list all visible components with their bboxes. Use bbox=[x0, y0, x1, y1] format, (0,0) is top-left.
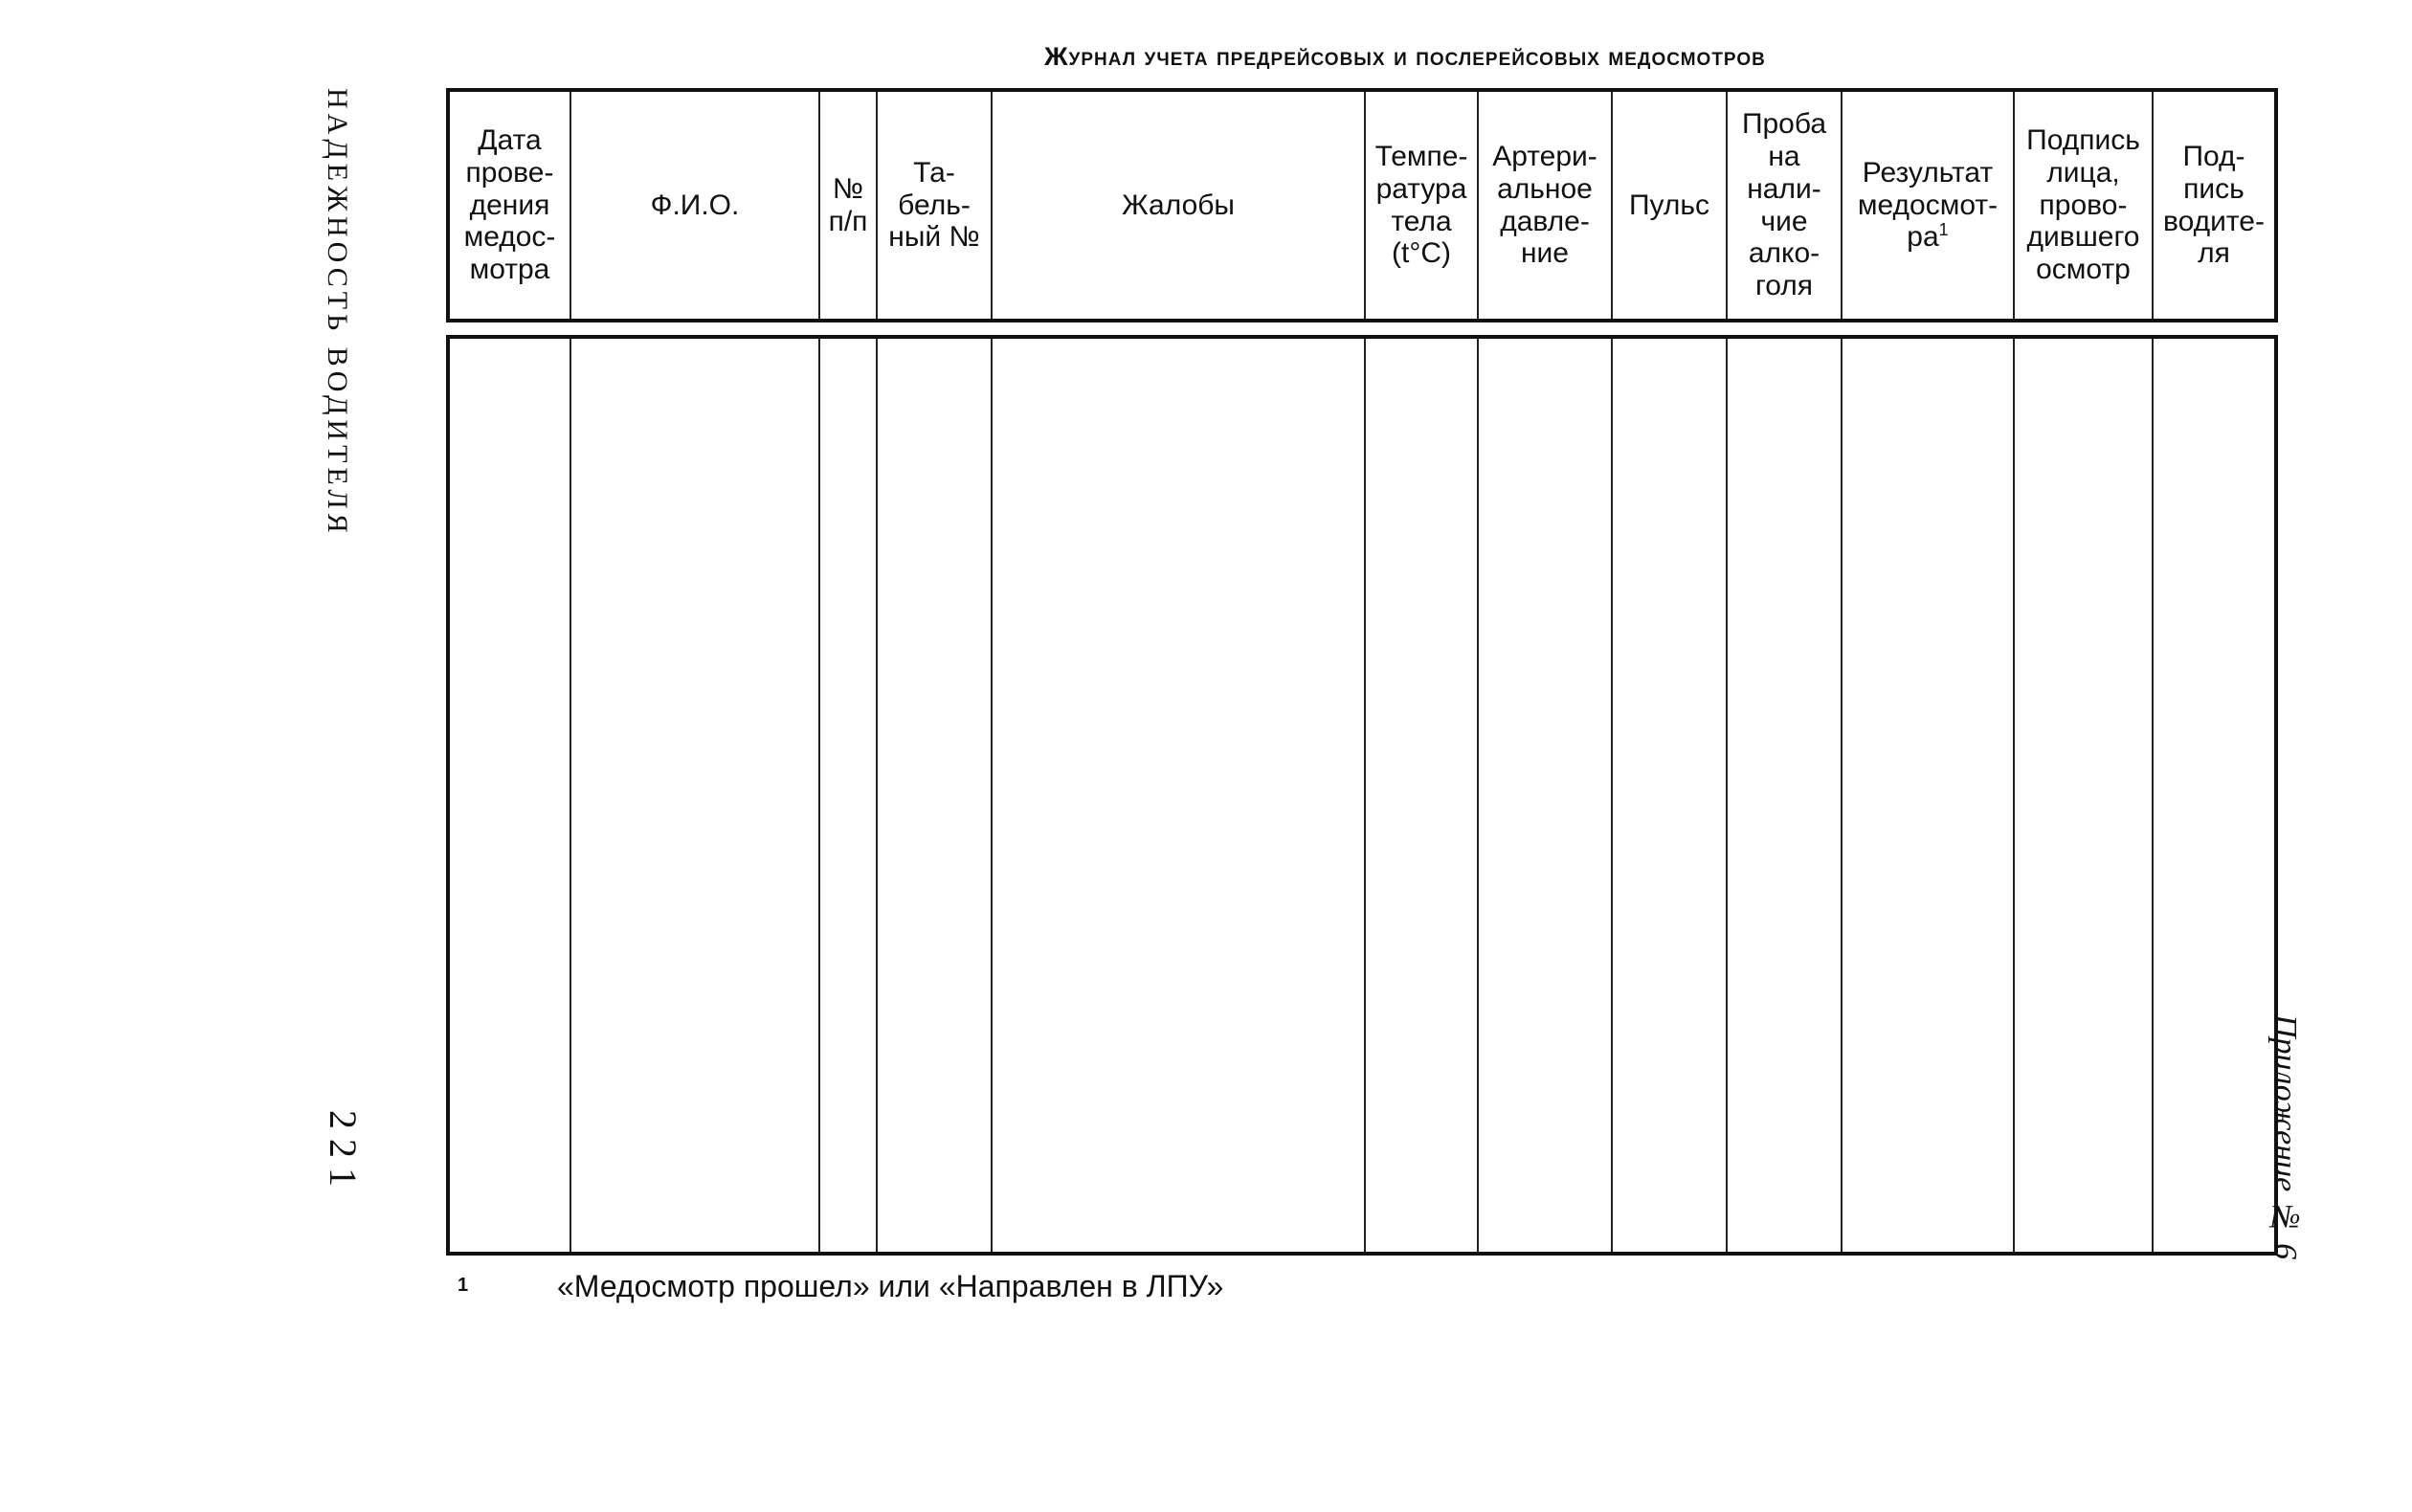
page-number: 221 bbox=[322, 1110, 365, 1196]
column-driver-signature bbox=[2154, 339, 2274, 1252]
column-tab-number bbox=[878, 339, 993, 1252]
column-date bbox=[450, 339, 571, 1252]
appendix-label: Приложение № 6 bbox=[2267, 1014, 2303, 1260]
journal-title: Журнал учета предрейсовых и послерейсовых медосмотров bbox=[1044, 42, 1766, 71]
header-exam-result: Результат медосмот- $ра^1$ bbox=[1842, 92, 2015, 319]
header-pulse: Пульс bbox=[1613, 92, 1728, 319]
header-driver-signature: Под- пись водите- ля bbox=[2163, 140, 2265, 270]
footnote-text: «Медосмотр прошел» или «Направлен в ЛПУ» bbox=[557, 1269, 1224, 1303]
column-examiner-signature bbox=[2015, 339, 2154, 1252]
header-date: Дата прове- дения медос- мотра bbox=[450, 92, 571, 319]
column-blood-pressure bbox=[1479, 339, 1613, 1252]
side-heading: НАДЕЖНОСТЬ ВОДИТЕЛЯ bbox=[322, 88, 353, 538]
header-tab-number: Та- бель- ный № bbox=[878, 92, 993, 319]
header-temperature: Темпе- ратура тела (t°C) bbox=[1366, 92, 1479, 319]
column-name bbox=[571, 339, 820, 1252]
column-alcohol-test bbox=[1728, 339, 1842, 1252]
column-row-number bbox=[820, 339, 878, 1252]
header-complaints: Жалобы bbox=[993, 92, 1366, 319]
table-header bbox=[446, 88, 2278, 322]
column-exam-result bbox=[1842, 339, 2015, 1252]
footnote-mark: 1 bbox=[458, 1275, 469, 1296]
header-name: Ф.И.О. bbox=[571, 92, 820, 319]
header-alcohol-test: Проба на нали- чие алко- голя bbox=[1728, 92, 1842, 319]
table-body bbox=[446, 335, 2278, 1256]
column-temperature bbox=[1366, 339, 1479, 1252]
column-complaints bbox=[993, 339, 1366, 1252]
header-blood-pressure: Артери- альное давле- ние bbox=[1479, 92, 1613, 319]
column-pulse bbox=[1613, 339, 1728, 1252]
header-examiner-signature: Подпись лица, прово- дившего осмотр bbox=[2015, 92, 2154, 319]
header-row-number: № п/п bbox=[820, 92, 878, 319]
